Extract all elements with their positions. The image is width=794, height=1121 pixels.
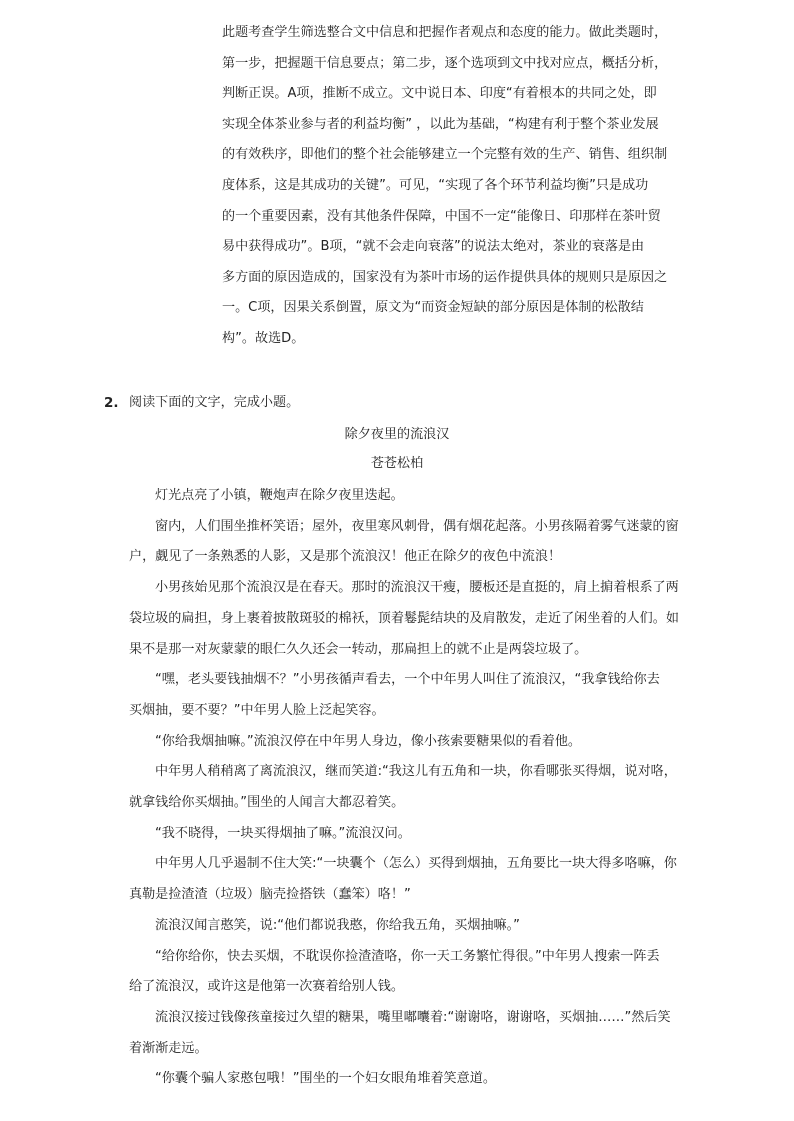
story-line: 中年男人几乎遏制不住大笑:“一块囊个（怎么）买得到烟抽，五角要比一块大得多咯嘛，你 [155,856,677,872]
explanation-line: 实现全体茶业参与者的利益均衡” ，以此为基础，“构建有利于整个茶业发展 [222,116,659,132]
explanation-line: 的一个重要因素，没有其他条件保障，中国不一定“能像日、印那样在茶叶贸 [222,208,661,224]
story-line: “你给我烟抽嘛。”流浪汉停在中年男人身边，像小孩索要糖果似的看着他。 [155,733,582,749]
story-line: 就拿钱给你买烟抽。”围坐的人闻言大都忍着笑。 [129,795,405,811]
story-line: 流浪汉接过钱像孩童接过久望的糖果，嘴里嘟囔着:“谢谢咯，谢谢咯，买烟抽……”然后笑 [155,1009,671,1025]
explanation-line: 一。C项，因果关系倒置，原文为“而资金短缺的部分原因是体制的松散结 [222,300,644,316]
story-line: 袋垃圾的扁担，身上裹着披散斑驳的棉袄，顶着鬈髭结块的及肩散发，走近了闲坐着的人们。如 [129,610,679,626]
story-line: 小男孩始见那个流浪汉是在春天。那时的流浪汉干瘦，腰板还是直挺的，肩上掮着根系了两 [155,580,679,596]
story-line: 中年男人稍稍离了离流浪汉，继而笑道:“我这儿有五角和一块，你看哪张买得烟，说对咯， [155,764,677,780]
explanation-line: 构”。故选D。 [222,330,305,346]
story-title: 除夕夜里的流浪汉 [344,427,450,442]
story-line: 流浪汉闻言憨笑，说:“他们都说我憨，你给我五角，买烟抽嘛。” [155,917,520,933]
explanation-line: 此题考查学生筛选整合文中信息和把握作者观点和态度的能力。做此类题时， [222,25,668,40]
question-number: 2. [104,395,119,411]
story-body [129,481,691,1095]
story-line: “你囊个骗人家憨包哦！”围坐的一个妇女眼角堆着笑意道。 [155,1071,496,1087]
story-line: 着渐渐走远。 [129,1040,208,1056]
story-line: “我不晓得，一块买得烟抽了嘛。”流浪汉问。 [155,825,411,841]
story-line: 灯光点亮了小镇，鞭炮声在除夕夜里迭起。 [155,488,404,503]
explanation-line: 易中获得成功”。B项，“就不会走向衰落”的说法太绝对，茶业的衰落是由 [222,239,645,255]
story-author: 苍苍松柏 [370,456,424,471]
story-line: 果不是那一对灰蒙蒙的眼仁久久还会一转动，那扁担上的就不止是两袋垃圾了。 [129,641,588,657]
story-line: “给你给你，快去买烟，不耽误你捡渣渣咯，你一天工务繁忙得很。”中年男人搜索一阵丢 [155,948,660,964]
explanation-line: 判断正误。A项，推断不成立。文中说日本、印度“有着根本的共同之处，即 [222,86,657,102]
explanation-line: 多方面的原因造成的，国家没有为茶叶市场的运作提供具体的规则只是原因之 [222,269,668,285]
story-line: 真勒是捡渣渣（垃圾）脑壳捡搭铁（蠢笨）咯！” [129,887,411,903]
question-prompt: 阅读下面的文字，完成小题。 [129,395,300,410]
story-line: 买烟抽，要不要？”中年男人脸上泛起笑容。 [129,702,385,718]
story-line: 窗内，人们围坐推杯笑语；屋外，夜里寒风刺骨，偶有烟花起落。小男孩隔着雾气迷蒙的窗 [155,518,679,534]
story-line: “嘿，老头要钱抽烟不？”小男孩循声看去，一个中年男人叫住了流浪汉，“我拿钱给你去 [155,672,660,688]
explanation-line: 第一步，把握题干信息要点；第二步，逐个选项到文中找对应点，概括分析， [222,55,668,71]
story-line: 户，觑见了一条熟悉的人影，又是那个流浪汉！他正在除夕的夜色中流浪！ [129,549,562,565]
explanation-line: 的有效秩序，即他们的整个社会能够建立一个完整有效的生产、销售、组织制 [222,147,668,163]
explanation-line: 度体系，这是其成功的关键”。可见，“实现了各个环节利益均衡”只是成功 [222,177,649,193]
answer-explanation [222,18,684,355]
story-line: 给了流浪汉，或许这是他第一次赛着给别人钱。 [129,979,404,995]
